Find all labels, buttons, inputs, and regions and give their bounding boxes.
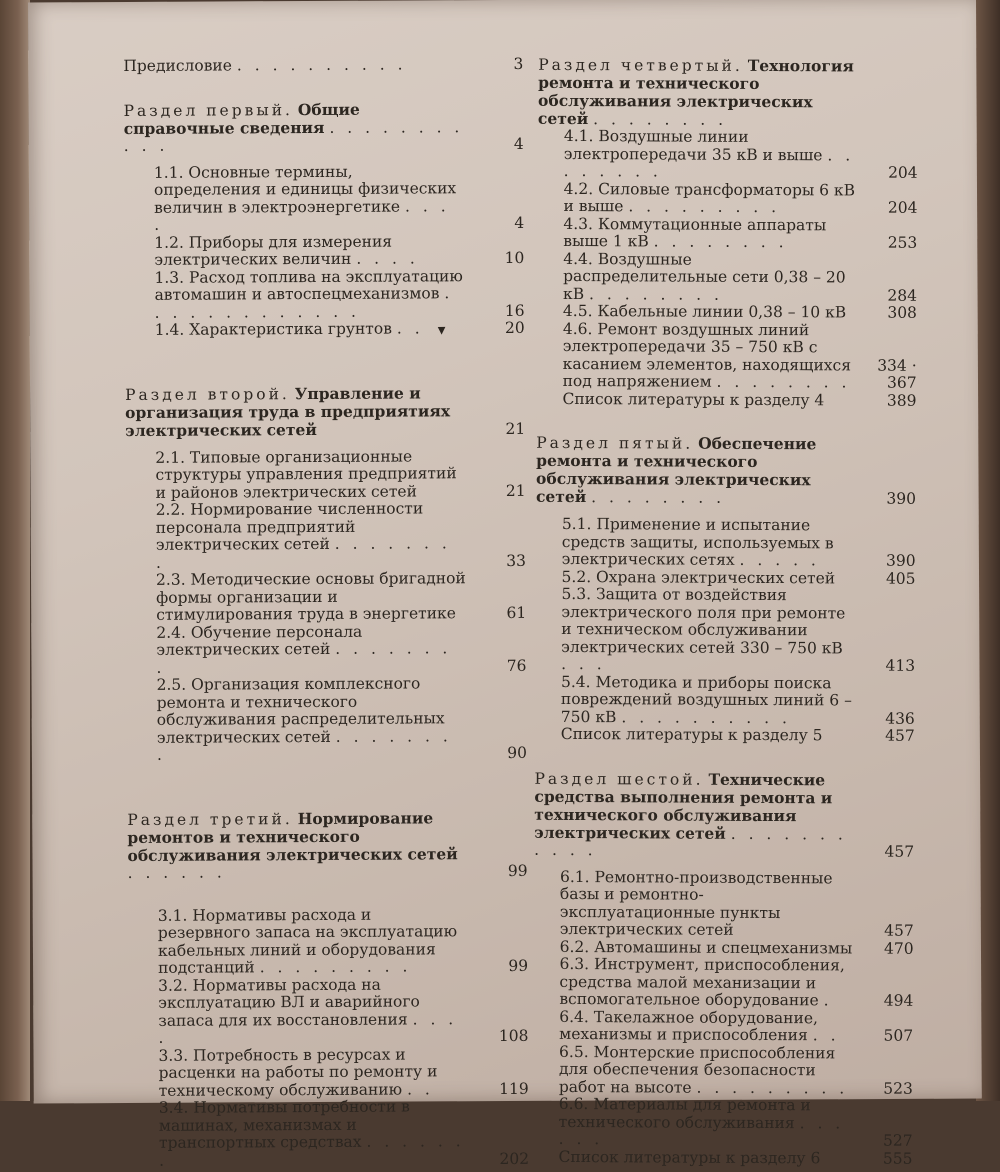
book-spine [0,0,30,1101]
toc-entry: 5.2. Охрана электрических сетей 405 [562,568,916,587]
page-number: 33 [476,552,526,570]
toc-entry: 1.2. Приборы для измерения электрических величин . . . . 10 [154,232,524,269]
toc-entry: Список литературы к разделу 6 555 [558,1148,912,1167]
page-number: 4 [474,135,524,152]
toc-entry: 6.4. Такелажное оборудование, механизмы и приспособления . . 507 [559,1008,913,1045]
toc-entry: 4.6. Ремонт воздушных линий электропередачи 35 – 750 кВ с касанием элементов, находящихся под напряжением . . . . . . . . 334 · 367 [563,320,917,392]
toc-entry: 5.3. Защита от воздействия электрического поля при ремонте и техническом обслуживании электрических сетей 330 – 750 кВ . . . 413 [561,586,915,675]
toc-entry: 6.6. Материалы для ремонта и технического обслуживания . . . . . . 527 [559,1096,913,1150]
page-number: 90 [477,745,527,763]
toc-entry: Список литературы к разделу 4 389 [562,390,916,409]
toc-entry: 1.1. Основные термины, определения и единицы физических величин в электроэнергетике . . . . 4 [154,162,524,234]
page-number: 457 [864,843,914,860]
toc-section-heading: Раздел первый. Общие справочные сведения . . . . . . . . . . . 4 [124,99,524,154]
toc-entry: 4.3. Коммутационные аппараты выше 1 кВ . . . . . . . . 253 [563,215,917,252]
page-number: 76 [476,657,526,675]
toc-entry: Список литературы к разделу 5 457 [561,726,915,745]
page-number: 413 [865,658,915,676]
page-number: 16 [475,302,525,320]
page-number: 119 [479,1080,529,1098]
toc-section-heading: Раздел пятый. Обеспечение ремонта и технического обслуживания электрических сетей . . . . . . . . 390 [536,434,916,508]
page-number: 334 · 367 [867,357,917,392]
ink-mark: ▼ [438,325,446,336]
page-number: 389 [866,392,916,410]
toc-section-heading: Раздел четвертый. Технология ремонта и технического обслуживания электрических сетей . . . . . . . . [538,56,918,130]
page-number: 457 [864,923,914,941]
toc-section-heading: Раздел второй. Управление и организация труда в предприятиях электрических сетей 21 [125,383,525,439]
page-number: 470 [864,940,914,958]
page-number: 61 [476,605,526,623]
page-number: 507 [863,1028,913,1046]
page-number: 99 [478,862,528,879]
page-number: 3 [473,56,523,74]
page-number: 390 [866,553,916,571]
toc-entry: 1.3. Расход топлива на эксплуатацию автомашин и автоспецмеханизмов . . . . . . . . . . . . . 16 [154,267,524,321]
toc-right-column [532,56,918,1168]
toc-entry: 2.2. Нормирование численности персонала предприятий электрических сетей . . . . . . . . 33 [156,500,526,572]
page-number: 21 [476,482,526,500]
page-number: 405 [866,570,916,588]
toc-entry: 3.2. Нормативы расхода на эксплуатацию ВЛ и аварийного запаса для их восстановления . . . . 108 [158,975,528,1047]
toc-entry: 3.3. Потребность в ресурсах и расценки на работы по ремонту и техническому обслуживанию . . 119 [158,1045,528,1099]
toc-entry: 2.5. Организация комплексного ремонта и технического обслуживания распределительных электрических сетей . . . . . . . . 90 [157,675,527,764]
toc-entry: Предисловие . . . . . . . . . . 3 [123,56,523,76]
page-number: 204 [868,165,918,183]
page-number: 457 [865,728,915,746]
toc-entry: 2.3. Методические основы бригадной формы организации и стимулирования труда в энергетике 61 [156,570,526,624]
book-page [28,0,982,1103]
toc-entry: 4.2. Силовые трансформаторы 6 кВ и выше . . . . . . . . . 204 [563,180,917,217]
toc-section-heading: Раздел шестой. Технические средства выполнения ремонта и технического обслуживания электрических сетей . . . . . . . . . . . 457 [534,769,914,860]
page-number: 202 [479,1150,529,1168]
toc-entry: 1.4. Характеристика грунтов . . 20 [155,320,525,339]
page-number: 99 [478,958,528,976]
toc-entry: 6.1. Ремонтно-производственные базы и ремонтно-эксплуатационные пункты электрических сетей 457 [560,868,914,940]
page-number: 253 [867,235,917,253]
page-number: 4 [474,215,524,233]
toc-entry: 5.4. Методика и приборы поиска повреждений воздушных линий 6 – 750 кВ . . . . . . . . . . 436 [561,673,915,727]
page-number: 108 [478,1028,528,1046]
page-number: 436 [865,710,915,728]
toc-entry: 2.4. Обучение персонала электрических сетей . . . . . . . . 76 [156,622,526,676]
toc-entry: 4.4. Воздушные распределительные сети 0,38 – 20 кВ . . . . . . . . 284 [563,250,917,304]
page-number: 527 [863,1133,913,1151]
toc-entry: 6.3. Инструмент, приспособления, средства малой механизации и вспомогательное оборудование . 494 [559,956,913,1010]
toc-entry: 4.5. Кабельные линии 0,38 – 10 кВ 308 [563,303,917,322]
page-number: 21 [475,420,525,437]
page-number: 20 [475,320,525,338]
toc-entry: 3.1. Нормативы расхода и резервного запаса на эксплуатацию кабельных линий и оборудования подстанций . . . . . . . . . 99 [158,905,528,977]
toc-entry: 5.1. Применение и испытание средств защиты, используемых в электрических сетях . . . . . 390 [562,516,916,570]
toc-entry: 6.2. Автомашины и спецмеханизмы 470 [560,938,914,957]
toc-entry: 6.5. Монтерские приспособления для обеспечения безопасности работ на высоте . . . . . . . . . 523 [559,1043,913,1097]
toc-section-heading: Раздел третий. Нормирование ремонтов и технического обслуживания электрических сетей . . . . . . 99 [127,808,527,881]
page-number: 204 [867,200,917,218]
page-number: 308 [867,305,917,323]
page-number: 10 [474,250,524,268]
page-number: 390 [866,491,916,508]
page-number: 523 [863,1080,913,1098]
toc-entry: 4.1. Воздушные линии электропередачи 35 кВ и выше . . . . . . . . 204 [564,128,918,182]
toc-left-column [123,56,529,1170]
page-number: 284 [867,287,917,305]
toc-entry: 2.1. Типовые организационные структуры управления предприятий и районов электрических сетей 21 [155,447,525,501]
page-number: 494 [863,993,913,1011]
toc-entry: 3.4. Нормативы потребности в машинах, механизмах и транспортных средствах . . . . . . . 202 [159,1098,529,1170]
page-number: 555 [862,1150,912,1168]
